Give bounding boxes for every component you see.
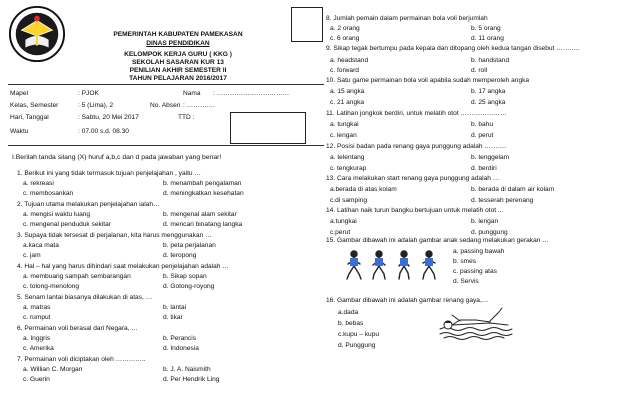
option-b[interactable]: b. lengan [471, 218, 499, 225]
kelas-label: Kelas, Semester [10, 102, 59, 109]
option-a[interactable]: a. matras [23, 304, 51, 311]
header-government: PEMERINTAH KABUPATEN PAMEKASAN [113, 31, 243, 38]
absen-label: No. Absen [150, 102, 181, 109]
option-a[interactable]: a. mengisi waktu luang [23, 211, 91, 218]
absen-field[interactable]: : …………. [183, 102, 215, 109]
option-c[interactable]: c.kupu – kupu [338, 331, 380, 338]
header-exam: PENILIAN AKHIR SEMESTER II [129, 67, 227, 74]
option-b[interactable]: b. 17 angka [471, 88, 506, 95]
option-c[interactable]: c. Guerin [23, 376, 50, 383]
option-b[interactable]: b. mengenal alam sekitar [163, 211, 237, 218]
option-d[interactable]: d. Punggung [338, 342, 376, 349]
option-d[interactable]: d. 25 angka [471, 99, 506, 106]
option-c[interactable]: c. Amerika [23, 345, 54, 352]
nama-field[interactable]: : …………………………… [213, 90, 290, 97]
option-b[interactable]: b. bebas [338, 320, 364, 327]
option-d[interactable]: d. Indonesia [163, 345, 199, 352]
option-a[interactable]: a.berada di atas kolam [330, 186, 397, 193]
option-d[interactable]: d. berdiri [471, 165, 497, 172]
question-text: 16. Gambar dibawah ini adalah gambar renang gaya,… [326, 297, 489, 304]
option-c[interactable]: c. lengan [330, 132, 357, 139]
option-a[interactable]: a.tungkai [330, 218, 357, 225]
question-text: 6. Permainan voli berasal dari Negara, … [17, 325, 138, 332]
option-c[interactable]: c. membosankan [23, 190, 74, 197]
question-text: 3. Supaya tidak tersesat di perjalanan, kita harus menggunakan … [17, 232, 212, 239]
option-c[interactable]: c. forward [330, 67, 359, 74]
waktu-value: : 07.00 s.d. 08.30 [78, 128, 129, 135]
option-a[interactable]: a.dada [338, 309, 359, 316]
option-b[interactable]: b. 5 orang [471, 25, 501, 32]
hari-value: : Sabtu, 20 Mei 2017 [78, 114, 139, 121]
option-d[interactable]: d. Per Hendrik Ling [163, 376, 220, 383]
mapel-label: Mapel [10, 90, 28, 97]
option-c[interactable]: c.perut [330, 229, 351, 236]
question-text: 5. Senam lantai biasanya dilakukan di atas, … [17, 294, 153, 301]
header-school: SEKOLAH SASARAN KUR 13 [132, 59, 224, 66]
option-d[interactable]: d. roll [471, 67, 488, 74]
option-c[interactable]: c. 6 orang [330, 35, 360, 42]
option-b[interactable]: b. lantai [163, 304, 187, 311]
option-d[interactable]: d. teropong [163, 252, 197, 259]
option-a[interactable]: a.kaca mata [23, 242, 59, 249]
question-text: 14. Latihan naik turun bangku bertujuan untuk melatih otot ... [326, 207, 504, 214]
option-a[interactable]: a. membuang sampah sembarangan [23, 273, 131, 280]
option-b[interactable]: b. peta perjalanan [163, 242, 216, 249]
question-text: 13. Cara melakukan start renang gaya punggung adalah … [326, 175, 500, 182]
id-box [291, 7, 323, 42]
question-text: 4. Hal – hal yang harus dihindari saat melakukan penjelajahan adalah … [17, 263, 229, 270]
option-c[interactable]: c. passing atas [453, 268, 497, 275]
option-c[interactable]: c. mengenal penduduk sekitar [23, 221, 111, 228]
option-a[interactable]: a. Willian C. Morgan [23, 366, 83, 373]
question-text: 9. Sikap tegak bertumpu pada kepala dan ditopang oleh kedua tangan disebut ……….. [326, 45, 580, 52]
option-b[interactable]: b. tenggelam [471, 154, 510, 161]
option-b[interactable]: b. Perancis [163, 335, 196, 342]
option-d[interactable]: d. tikar [163, 314, 183, 321]
volleyball-passing-illustration [343, 250, 443, 280]
option-a[interactable]: a. rekreasi [23, 180, 54, 187]
option-a[interactable]: a. tungkai [330, 121, 359, 128]
header-divider [8, 84, 324, 85]
question-text: 1. Berikut ini yang tidak termasuk tujuan penjelajahan , yaitu … [17, 170, 201, 177]
option-b[interactable]: b. berada di dalam air kolam [471, 186, 555, 193]
question-text: 11. Latihan jongkok berdiri, untuk melatih otot ………………… [326, 110, 507, 117]
option-a[interactable]: a. passing bawah [453, 248, 505, 255]
option-d[interactable]: d. punggung [471, 229, 508, 236]
waktu-label: Waktu [10, 128, 29, 135]
header-department: DINAS PENDIDIKAN [146, 40, 210, 47]
meta-divider [8, 145, 324, 146]
option-d[interactable]: d. Servis [453, 278, 479, 285]
nama-label: Nama [183, 90, 201, 97]
option-d[interactable]: d. perut [471, 132, 494, 139]
question-text: 7. Permainan voli diciptakan oleh ………….. [17, 356, 146, 363]
question-text: 15. Gambar dibawah ini adalah gambar anak sedang melakukan gerakan … [326, 237, 549, 244]
option-c[interactable]: c. tolong-menolong [23, 283, 80, 290]
option-a[interactable]: a. 2 orang [330, 25, 360, 32]
mapel-value: : PJOK [78, 90, 99, 97]
option-d[interactable]: d. 11 orang [471, 35, 504, 42]
option-a[interactable]: a. telentang [330, 154, 365, 161]
education-office-logo [8, 5, 66, 63]
option-b[interactable]: b. menambah pengalaman [163, 180, 242, 187]
question-text: 10. Satu game permainan bola voli apabila sudah memperoleh angka [326, 77, 530, 84]
option-b[interactable]: b. J. A. Naismith [163, 366, 211, 373]
option-d[interactable]: d. mencari binatang langka [163, 221, 243, 228]
option-d[interactable]: d. meningkatkan kesehatan [163, 190, 244, 197]
hari-label: Hari, Tanggal [10, 114, 49, 121]
option-a[interactable]: a. 15 angka [330, 88, 365, 95]
option-d[interactable]: d. tesserah perenang [471, 197, 534, 204]
kelas-value: : 5 (Lima), 2 [78, 102, 114, 109]
option-c[interactable]: c. 21 angka [330, 99, 365, 106]
option-b[interactable]: b. Sikap sopan [163, 273, 207, 280]
option-b[interactable]: b. smes [453, 258, 477, 265]
option-a[interactable]: a. Inggris [23, 335, 51, 342]
backstroke-swimmer-illustration [438, 305, 518, 341]
option-c[interactable]: c.di samping [330, 197, 368, 204]
option-c[interactable]: c. tengkurap [330, 165, 367, 172]
option-c[interactable]: c. jam [23, 252, 41, 259]
header-kkg: KELOMPOK KERJA GURU ( KKG ) [124, 51, 232, 58]
ttd-label: TTD : [178, 114, 195, 121]
option-c[interactable]: c. rumput [23, 314, 51, 321]
option-a[interactable]: a. headstand [330, 57, 369, 64]
question-text: 12. Posisi badan pada renang gaya punggung adalah ………. [326, 143, 506, 150]
instruction: I.Berilah tanda silang (X) huruf a,b,c dan d pada jawaban yang benar! [12, 154, 222, 161]
option-d[interactable]: d. Gotong-royong [163, 283, 215, 290]
score-box [230, 112, 306, 144]
header-year: TAHUN PELAJARAN 2016/2017 [129, 75, 227, 82]
option-b[interactable]: b. bahu [471, 121, 493, 128]
option-b[interactable]: b. handstand [471, 57, 510, 64]
question-text: 8. Jumlah pemain dalam permainan bola voli berjumlah [326, 15, 488, 22]
question-text: 2. Tujuan utama melakukan penjelajahan ialah… [17, 201, 160, 208]
